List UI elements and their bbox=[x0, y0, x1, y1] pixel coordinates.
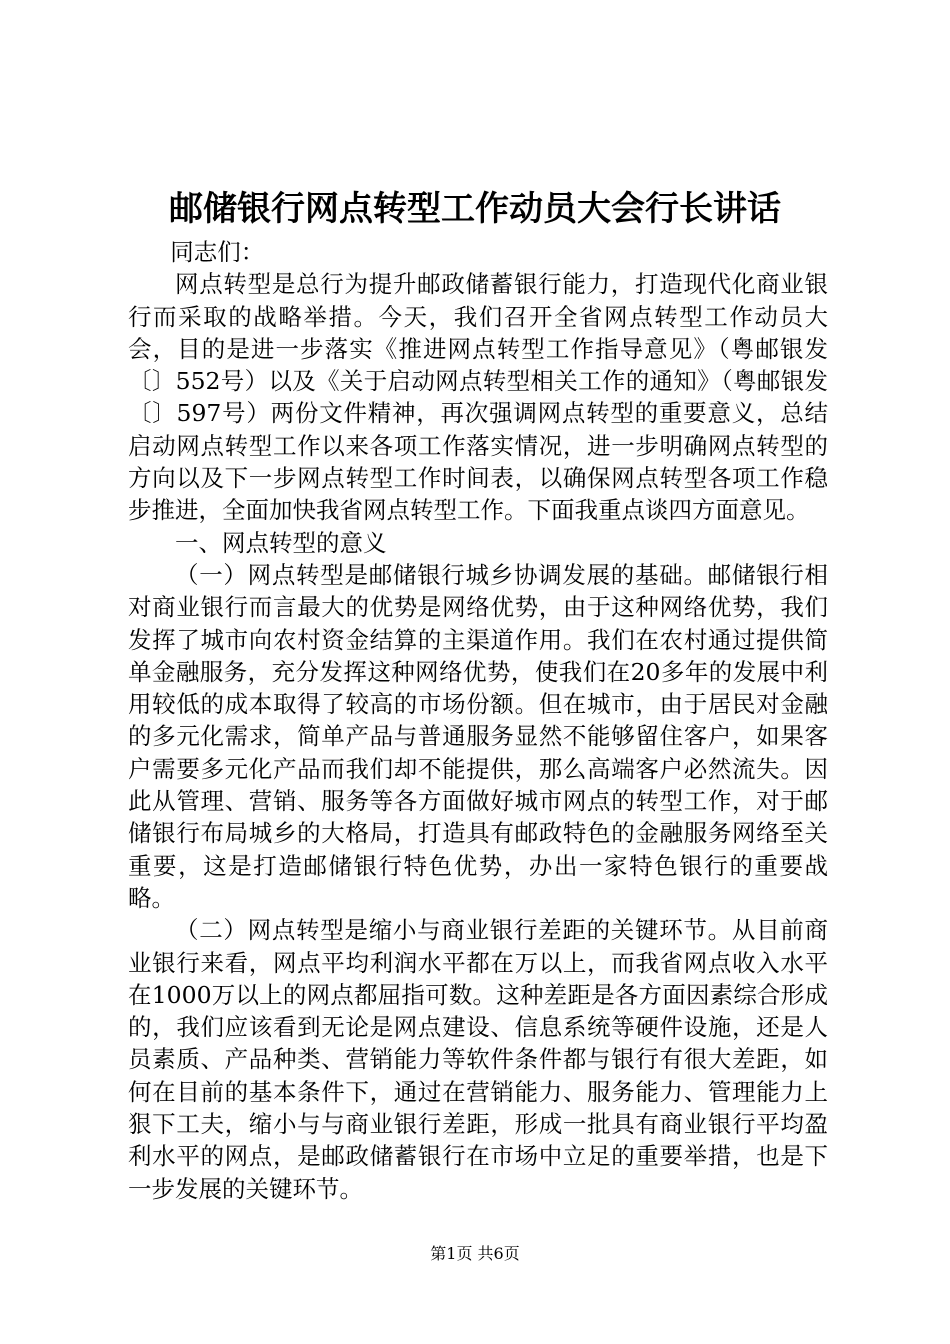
page-footer: 第1页 共6页 bbox=[430, 1244, 520, 1263]
document-body bbox=[128, 236, 828, 1205]
paragraph-point-1: （一）网点转型是邮储银行城乡协调发展的基础。邮储银行相对商业银行而言最大的优势是网络优势，由于这种网络优势，我们发挥了城市向农村资金结算的主渠道作用。我们在农村通过提供简单金融服务，充分发挥这种网络优势，使我们在20多年的发展中利用较低的成本取得了较高的市场份额。但在城市，由于居民对金融的多元化需求，简单产品与普通服务显然不能够留住客户，如果客户需要多元化产品而我们却不能提供，那么高端客户必然流失。因此从管理、营销、服务等各方面做好城市网点的转型工作，对于邮储银行布局城乡的大格局，打造具有邮政特色的金融服务网络至关重要，这是打造邮储银行特色优势，办出一家特色银行的重要战略。 bbox=[128, 560, 828, 912]
paragraph-point-2: （二）网点转型是缩小与商业银行差距的关键环节。从目前商业银行来看，网点平均利润水平都在万以上，而我省网点收入水平在1000万以上的网点都屈指可数。这种差距是各方面因素综合形成的，我们应该看到无论是网点建设、信息系统等硬件设施，还是人员素质、产品种类、营销能力等软件条件都与银行有很大差距，如何在目前的基本条件下，通过在营销能力、服务能力、管理能力上狠下工夫，缩小与与商业银行差距，形成一批具有商业银行平均盈利水平的网点，是邮政储蓄银行在市场中立足的重要举措，也是下一步发展的关键环节。 bbox=[128, 916, 828, 1203]
salutation: 同志们： bbox=[170, 238, 265, 266]
document-title: 邮储银行网点转型工作动员大会行长讲话 bbox=[169, 189, 781, 229]
section-heading-1: 一、网点转型的意义 bbox=[175, 528, 387, 557]
paragraph-intro: 网点转型是总行为提升邮政储蓄银行能力，打造现代化商业银行而采取的战略举措。今天，我们召开全省网点转型工作动员大会，目的是进一步落实《推进网点转型工作指导意见》（粤邮银发〔〕552号）以及《关于启动网点转型相关工作的通知》（粤邮银发〔〕597号）两份文件精神，再次强调网点转型的重要意义，总结启动网点转型工作以来各项工作落实情况，进一步明确网点转型的方向以及下一步网点转型工作时间表，以确保网点转型各项工作稳步推进，全面加快我省网点转型工作。下面我重点谈四方面意见。 bbox=[128, 270, 828, 525]
